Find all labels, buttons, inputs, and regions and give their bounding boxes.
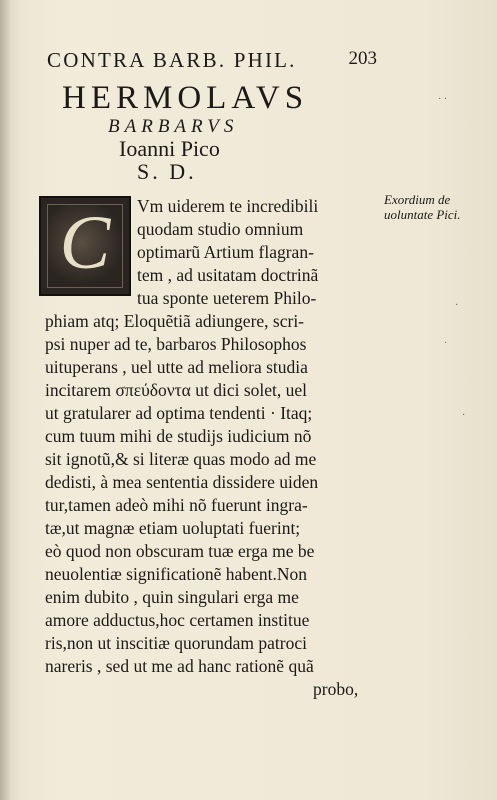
ink-speck: · · xyxy=(438,94,448,105)
text-line: amore adductus,hoc certamen institue xyxy=(45,610,310,630)
text-line: enim dubito , quin singulari erga me xyxy=(45,587,299,607)
text-line: dedisti, à mea sententia dissidere uiden xyxy=(45,472,319,492)
text-line: ut gratularer ad optima tendenti · Itaq; xyxy=(45,403,313,423)
text-line: incitarem σπεύδοντα ut dici solet, uel xyxy=(45,380,308,400)
ink-speck: · xyxy=(444,338,448,349)
margin-note-line: Exordium de xyxy=(384,192,451,207)
text-line: phiam atq; Eloquẽtiã adiungere, scri- xyxy=(45,311,305,331)
text-line: tua sponte ueterem Philo- xyxy=(137,288,317,308)
author-name: HERMOLAVS xyxy=(62,80,309,116)
text-line: nareris , sed ut me ad hanc rationẽ quã xyxy=(45,656,314,676)
text-line: psi nuper ad te, barbaros Philosophos xyxy=(45,334,307,354)
text-line: Vm uiderem te incredibili xyxy=(137,196,319,216)
salutation: S. D. xyxy=(137,159,197,184)
page-gutter xyxy=(0,0,10,800)
text-line: quodam studio omnium xyxy=(137,219,304,239)
running-head-title: CONTRA BARB. PHIL. xyxy=(47,48,297,72)
margin-note-line: uoluntate Pici. xyxy=(384,207,461,222)
text-line: optimarũ Artium flagran- xyxy=(137,242,314,262)
decorated-initial xyxy=(39,196,131,296)
text-line: sit ignotũ,& si literæ quas modo ad me xyxy=(45,449,317,469)
ink-speck: · xyxy=(462,410,466,421)
text-line: eò quod non obscuram tuæ erga me be xyxy=(45,541,315,561)
running-head xyxy=(47,48,377,74)
text-line: tur,tamen adeò mihi nõ fuerunt ingra- xyxy=(45,495,308,515)
margin-note xyxy=(384,192,496,222)
page-number: 203 xyxy=(348,48,377,69)
author-surname: BARBARVS xyxy=(108,116,239,137)
ink-speck: · xyxy=(455,300,459,311)
initial-letter: C xyxy=(59,201,111,285)
text-line: neuolentiæ significationẽ habent.Non xyxy=(45,564,307,584)
text-line: tem , ad usitatam doctrinã xyxy=(137,265,319,285)
text-line: cum tuum mihi de studijs iudicium nõ xyxy=(45,426,312,446)
text-line: ris,non ut inscitiæ quorundam patroci xyxy=(45,633,307,653)
recipient-name: Ioanni Pico xyxy=(119,136,220,161)
text-line: tæ,ut magnæ etiam uoluptati fuerint; xyxy=(45,518,301,538)
text-line: uituperans , uel utte ad meliora studia xyxy=(45,357,308,377)
text-line: probo, xyxy=(313,679,359,699)
